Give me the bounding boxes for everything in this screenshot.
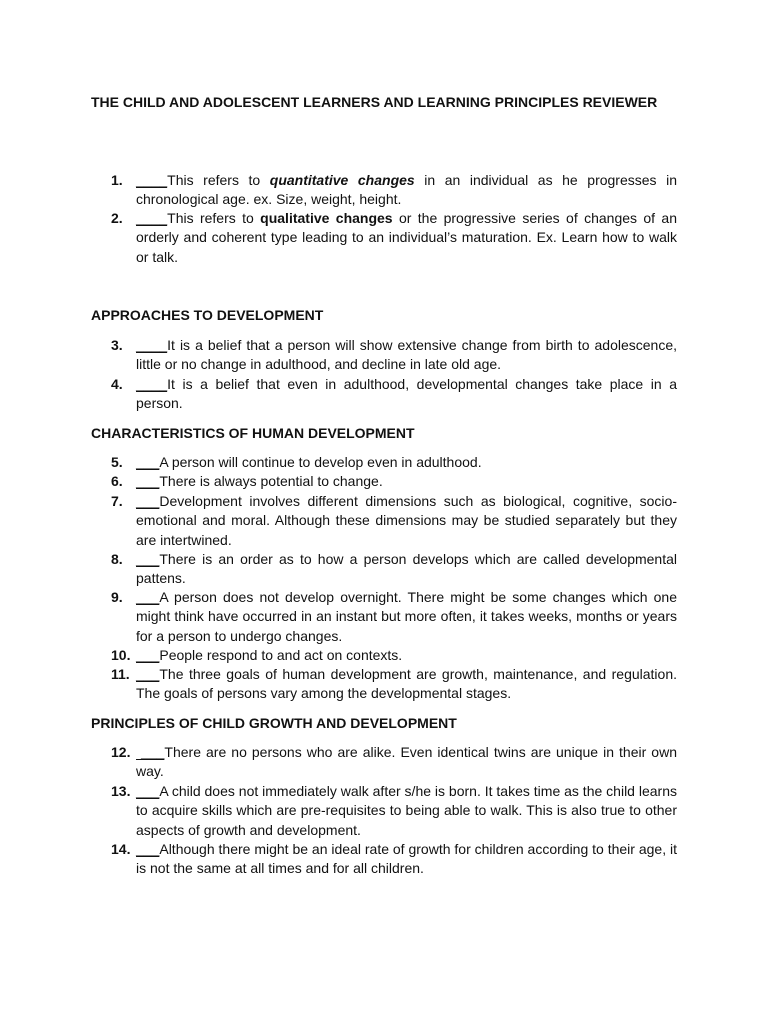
answer-blank: ___ — [136, 589, 160, 605]
item-body: A child does not immediately walk after s/he is born. It takes time as the child learns to acquire skills which are pre-requisites to being able to walk. This is also true to other aspects of growth and development. — [136, 783, 677, 838]
answer-blank: ___ — [136, 493, 160, 509]
item-number: 10. — [111, 647, 131, 663]
item-body: There is an order as to how a person develops which are called developmental pattens. — [136, 551, 677, 587]
question-item-1 — [111, 171, 677, 210]
item-text-before: This refers to — [167, 172, 270, 188]
item-body: Development involves different dimensions such as biological, cognitive, socio-emotional and moral. Although these dimensions may be studied separately but they are intertwined. — [136, 493, 677, 548]
item-emphasis: qualitative changes — [260, 210, 393, 226]
item-text-after: in an individual as he progresses in chronological age. ex. Size, weight, height. — [136, 172, 677, 208]
question-item-5 — [111, 453, 677, 472]
question-item-7 — [111, 492, 677, 550]
item-number: 12. — [111, 744, 131, 760]
item-body: The three goals of human development are growth, maintenance, and regulation. The goals of persons vary among the developmental stages. — [136, 666, 677, 702]
item-text — [136, 336, 677, 375]
question-item-9 — [111, 588, 677, 646]
item-number: 4. — [111, 376, 123, 392]
question-item-10 — [111, 646, 677, 665]
answer-blank: ___ — [136, 783, 160, 799]
item-text — [136, 588, 677, 646]
item-body: Although there might be an ideal rate of growth for children according to their age, it is not the same at all times and for all children. — [136, 841, 677, 877]
item-number: 11. — [111, 666, 130, 682]
item-body: A person will continue to develop even in adulthood. — [159, 454, 482, 470]
answer-blank: ___ — [136, 551, 160, 567]
answer-blank: ___ — [136, 666, 160, 682]
item-text — [136, 782, 677, 840]
question-item-14 — [111, 840, 677, 879]
item-number: 7. — [111, 493, 123, 509]
item-text — [136, 472, 677, 491]
item-text — [136, 209, 677, 267]
question-item-12 — [111, 743, 677, 782]
item-body: A person does not develop overnight. There might be some changes which one might think have occurred in an instant but more often, it takes weeks, months or years for a person to undergo changes. — [136, 589, 677, 644]
answer-blank: ___ — [136, 744, 165, 760]
item-text — [136, 743, 677, 782]
item-text — [136, 375, 677, 414]
item-number: 8. — [111, 551, 123, 567]
section-heading-approaches: APPROACHES TO DEVELOPMENT — [91, 307, 324, 323]
item-body: It is a belief that a person will show extensive change from birth to adolescence, little or no change in adulthood, and decline in late old age. — [136, 337, 677, 373]
question-item-3 — [111, 336, 677, 375]
item-text — [136, 171, 677, 210]
item-text — [136, 840, 677, 879]
item-text-after: or the progressive series of changes of an orderly and coherent type leading to an individual’s maturation. Ex. Learn how to walk or talk. — [136, 210, 677, 265]
question-item-11 — [111, 665, 677, 704]
item-number: 13. — [111, 783, 131, 799]
section-heading-characteristics: CHARACTERISTICS OF HUMAN DEVELOPMENT — [91, 425, 415, 441]
item-text — [136, 646, 677, 665]
question-item-13 — [111, 782, 677, 840]
document-title: THE CHILD AND ADOLESCENT LEARNERS AND LEARNING PRINCIPLES REVIEWER — [91, 94, 658, 110]
question-item-2 — [111, 209, 677, 267]
answer-blank: ___ — [136, 647, 160, 663]
section-heading-principles: PRINCIPLES OF CHILD GROWTH AND DEVELOPMENT — [91, 715, 457, 731]
item-emphasis: quantitative changes — [269, 172, 415, 188]
item-body: People respond to and act on contexts. — [159, 647, 403, 663]
item-text — [136, 453, 677, 472]
item-number: 14. — [111, 841, 131, 857]
question-item-4 — [111, 375, 677, 414]
answer-blank: ___ — [136, 473, 160, 489]
item-text — [136, 492, 677, 550]
question-item-8 — [111, 550, 677, 589]
item-number: 1. — [111, 172, 123, 188]
item-number: 6. — [111, 473, 123, 489]
item-body: There is always potential to change. — [159, 473, 383, 489]
item-text-before: This refers to — [167, 210, 261, 226]
item-text — [136, 665, 677, 704]
item-body: It is a belief that even in adulthood, developmental changes take place in a person. — [136, 376, 677, 412]
answer-blank: ____ — [136, 210, 168, 226]
answer-blank: ____ — [136, 376, 168, 392]
answer-blank: ____ — [136, 172, 168, 188]
item-number: 9. — [111, 589, 123, 605]
item-number: 2. — [111, 210, 123, 226]
item-body: There are no persons who are alike. Even identical twins are unique in their own way. — [136, 744, 677, 780]
answer-blank: ___ — [136, 841, 160, 857]
question-item-6 — [111, 472, 677, 491]
answer-blank: ____ — [136, 337, 168, 353]
item-number: 3. — [111, 337, 123, 353]
item-number: 5. — [111, 454, 123, 470]
item-text — [136, 550, 677, 589]
answer-blank: ___ — [136, 454, 160, 470]
